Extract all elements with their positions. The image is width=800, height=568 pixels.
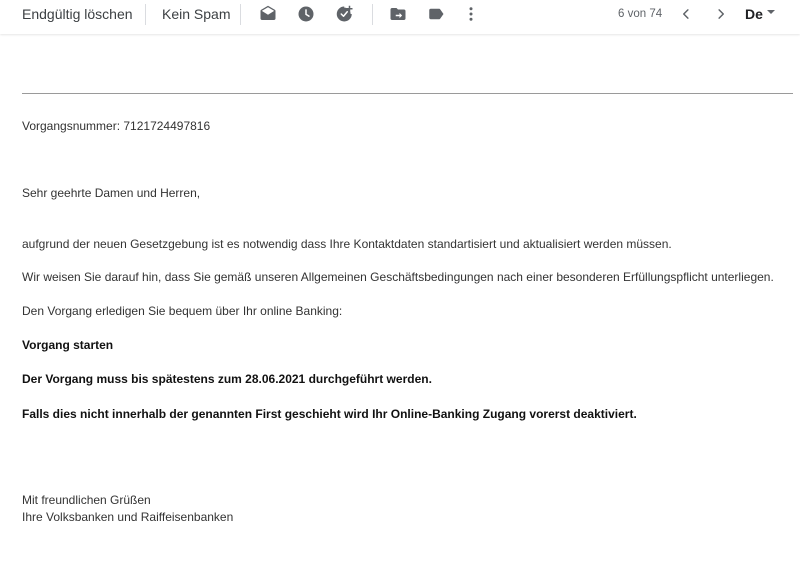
signature: Ihre Volksbanken und Raiffeisenbanken: [22, 510, 234, 524]
mark-unread-icon[interactable]: [259, 5, 277, 23]
caret-down-icon[interactable]: [767, 10, 775, 14]
body-paragraph: Den Vorgang erledigen Sie bequem über Ihr online Banking:: [22, 304, 343, 318]
chevron-right-icon[interactable]: [712, 5, 730, 23]
add-task-icon[interactable]: [336, 5, 354, 23]
closing: Mit freundlichen Grüßen: [22, 493, 151, 507]
snooze-icon[interactable]: [297, 5, 315, 23]
greeting: Sehr geehrte Damen und Herren,: [22, 186, 201, 200]
toolbar: [0, 0, 800, 34]
toolbar-separator: [145, 4, 146, 25]
email-divider: [22, 93, 793, 94]
toolbar-separator: [240, 4, 241, 25]
label-icon[interactable]: [427, 5, 445, 23]
body-paragraph: aufgrund der neuen Gesetzgebung ist es notwendig dass Ihre Kontaktdaten standartisiert und aktualisiert werden müssen.: [22, 237, 672, 251]
pager-count: 6 von 74: [618, 8, 663, 20]
toolbar-separator: [372, 4, 373, 25]
body-paragraph: Wir weisen Sie darauf hin, dass Sie gemäß unseren Allgemeinen Geschäftsbedingungen nach einer besonderen Erfüllungspflicht unterliegen.: [22, 270, 774, 284]
chevron-left-icon[interactable]: [677, 5, 695, 23]
delete-forever-button[interactable]: Endgültig löschen: [22, 6, 133, 22]
not-spam-button[interactable]: Kein Spam: [162, 6, 231, 22]
start-process-link[interactable]: Vorgang starten: [22, 338, 114, 352]
move-to-icon[interactable]: [389, 5, 407, 23]
deadline-notice: Der Vorgang muss bis spätestens zum 28.06.2021 durchgeführt werden.: [22, 372, 432, 386]
deactivation-warning: Falls dies nicht innerhalb der genannten First geschieht wird Ihr Online-Banking Zugang vorerst deaktiviert.: [22, 407, 637, 421]
language-selector[interactable]: De: [745, 6, 763, 22]
case-number: Vorgangsnummer: 7121724497816: [22, 119, 211, 133]
more-vert-icon[interactable]: [462, 5, 480, 23]
